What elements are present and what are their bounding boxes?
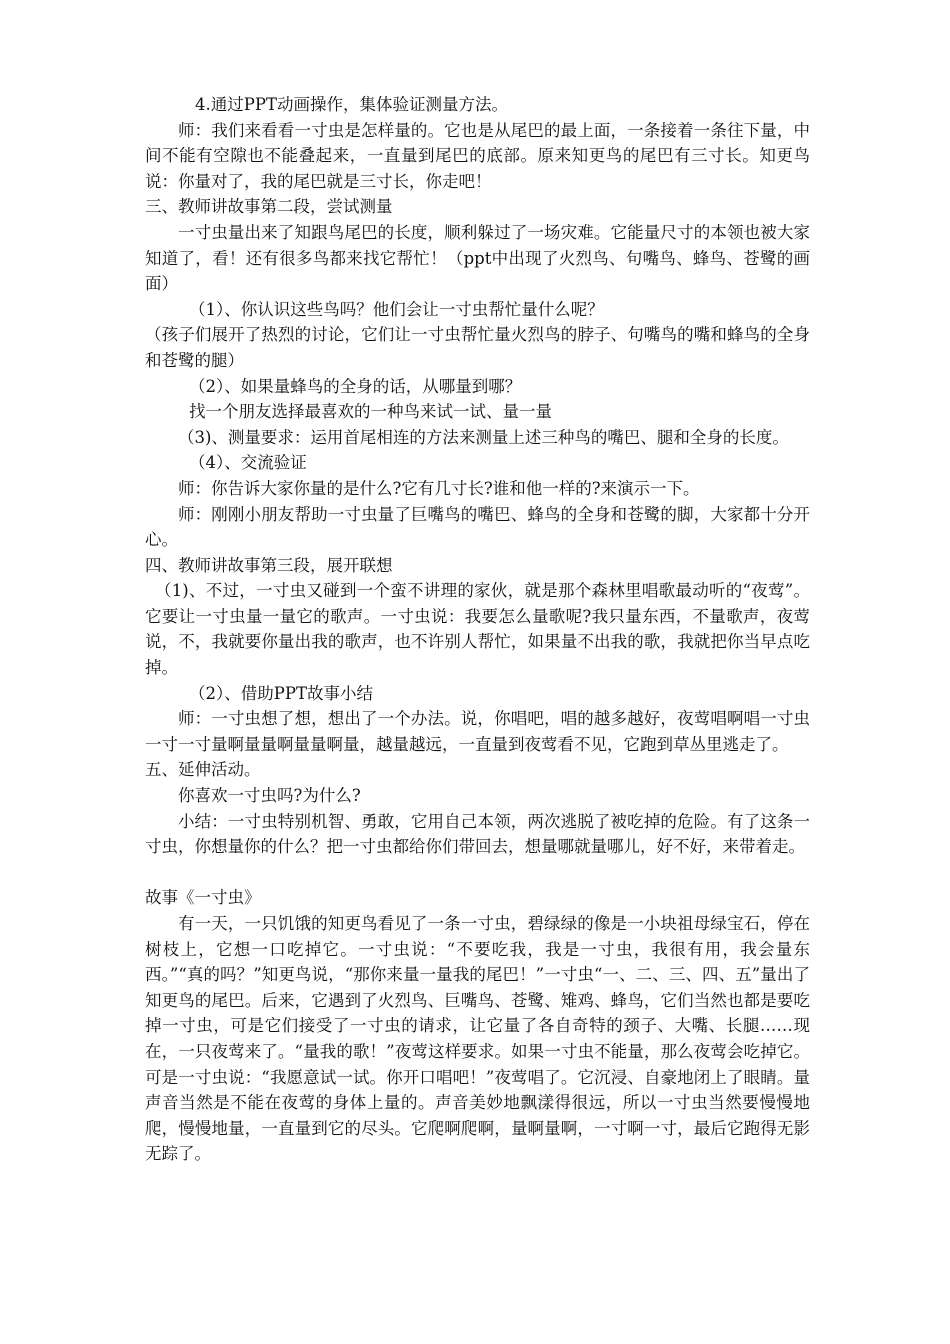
exchange-verify-heading: （4）、交流验证: [189, 453, 307, 473]
closing-question: 你喜欢一寸虫吗?为什么?: [178, 786, 361, 806]
question-2: （2）、如果量蜂鸟的全身的话，从哪量到哪？: [189, 376, 522, 396]
teacher-question: 师：你告诉大家你量的是什么?它有几寸长?谁和他一样的?来演示一下。: [178, 478, 700, 498]
measurement-requirement: （3)、测量要求：运用首尾相连的方法来测量上述三种鸟的嘴巴、腿和全身的长度。: [178, 427, 789, 447]
story-part-2-paragraph: 一寸虫量出来了知跟鸟尾巴的长度，顺利躲过了一场灾难。它能量尺寸的本领也被大家知道了，看！还有很多鸟都来找它帮忙！（ppt中出现了火烈鸟、句嘴鸟、蜂鸟、苍鹭的画面）: [145, 222, 810, 294]
document-body: [145, 92, 810, 1167]
story-paragraph: 有一天，一只饥饿的知更鸟看见了一条一寸虫，碧绿绿的像是一小块祖母绿宝石，停在树枝上，它想一口吃掉它。一寸虫说：“不要吃我，我是一寸虫，我很有用，我会量东西。”“真的吗？”知更鸟说，“那你来量一量我的尾巴！”一寸虫“一、二、三、四、五”量出了知更鸟的尾巴。后来，它遇到了火烈鸟、巨嘴鸟、苍鹭、雉鸡、蜂鸟，它们当然也都是要吃掉一寸虫，可是它们接受了一寸虫的请求，让它量了各自奇特的颈子、大嘴、长腿……现在，一只夜莺来了。“量我的歌！”夜莺这样要求。如果一寸虫不能量，那么夜莺会吃掉它。可是一寸虫说：“我愿意试一试。你开口唱吧！”夜莺唱了。它沉浸、自豪地闭上了眼睛。量声音当然是不能在夜莺的身体上量的。声音美妙地飘漾得很远，所以一寸虫当然要慢慢地爬，慢慢地量，一直量到它的尽头。它爬啊爬啊，量啊量啊，一寸啊一寸，最后它跑得无影无踪了。: [145, 914, 810, 1164]
step-4-heading: 4.通过PPT动画操作，集体验证测量方法。: [195, 95, 508, 114]
section-3-heading: 三、教师讲故事第二段，尝试测量: [145, 197, 393, 217]
conclusion-paragraph: 小结：一寸虫特别机智、勇敢，它用自己本领，两次逃脱了被吃掉的危险。有了这条一寸虫，你想量你的什么？把一寸虫都给你们带回去，想量哪就量哪儿，好不好，来带着走。: [145, 811, 810, 857]
teacher-paragraph: 师：我们来看看一寸虫是怎样量的。它也是从尾巴的最上面，一条接着一条往下量，中间不能有空隙也不能叠起来，一直量到尾巴的底部。原来知更鸟的尾巴有三寸长。知更鸟说：你量对了，我的尾巴就是三寸长，你走吧！: [145, 120, 810, 191]
teacher-summary: 师：刚刚小朋友帮助一寸虫量了巨嘴鸟的嘴巴、蜂鸟的全身和苍鹭的脚，大家都十分开心。: [145, 504, 810, 550]
blank-line: [145, 860, 810, 886]
section-4-heading: 四、教师讲故事第三段，展开联想: [145, 555, 393, 575]
nightingale-paragraph: （1)、不过，一寸虫又碰到一个蛮不讲理的家伙，就是那个森林里唱歌最动听的“夜莺”。 它要让一寸虫量一量它的歌声。一寸虫说：我要怎么量歌呢?我只量东西，不量歌声，夜莺说，不，我就要你量出我的歌声，也不许别人帮忙，如果量不出我的歌，我就把你当早点吃掉。: [145, 581, 810, 678]
children-discussion-note: （孩子们展开了热烈的讨论，它们让一寸虫帮忙量火烈鸟的脖子、句嘴鸟的嘴和蜂鸟的全身和苍鹭的腿）: [145, 325, 810, 370]
section-5-heading: 五、延伸活动。: [145, 760, 261, 780]
ppt-summary-heading: （2）、借助PPT故事小结: [189, 683, 373, 703]
story-title: 故事《一寸虫》: [145, 888, 261, 908]
partner-activity: 找一个朋友选择最喜欢的一种鸟来试一试、量一量: [189, 402, 552, 422]
teacher-story-ending: 师：一寸虫想了想，想出了一个办法。说，你唱吧，唱的越多越好，夜莺唱啊唱一寸虫一寸一寸量啊量量啊量量啊量，越量越远，一直量到夜莺看不见，它跑到草丛里逃走了。: [145, 709, 810, 754]
question-1: （1）、你认识这些鸟吗？他们会让一寸虫帮忙量什么呢？: [189, 299, 604, 319]
